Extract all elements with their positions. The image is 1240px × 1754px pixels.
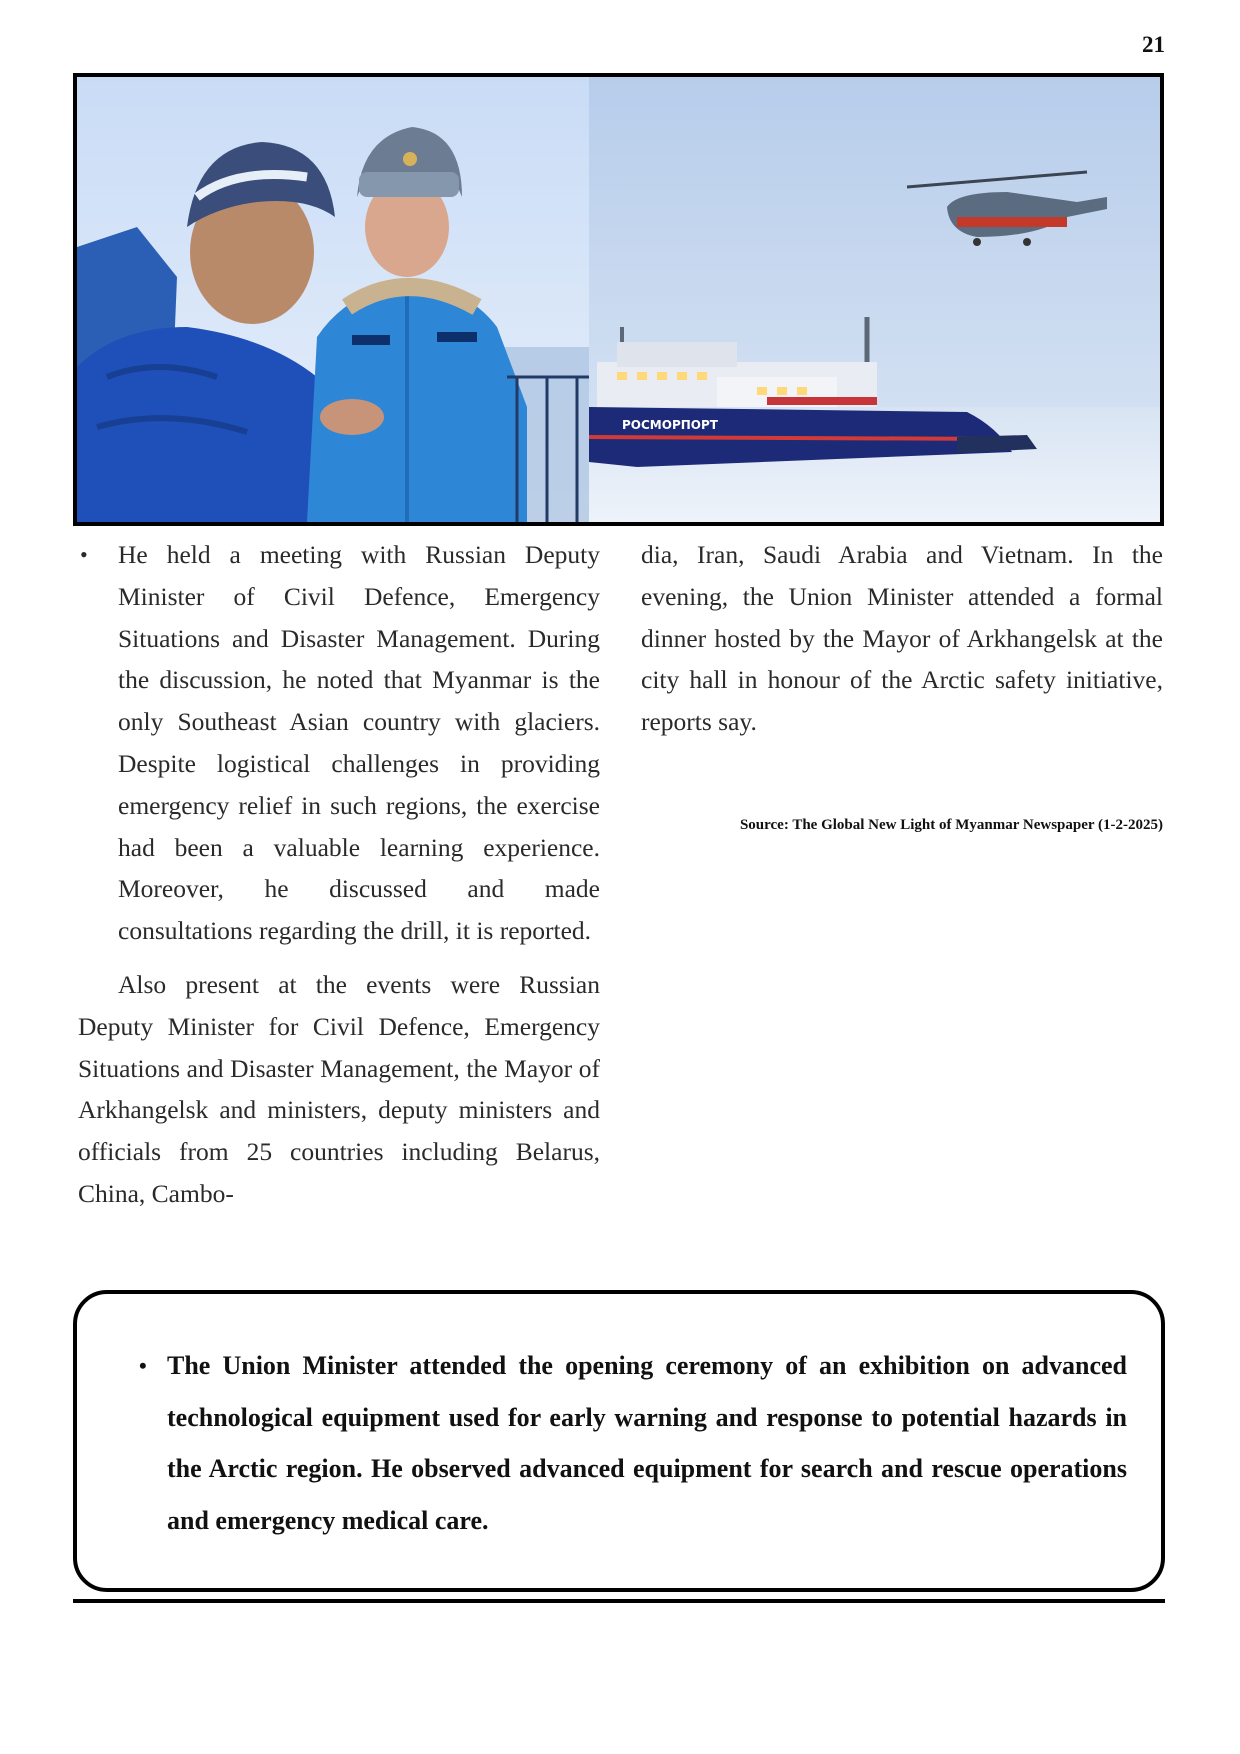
source-citation: Source: The Global New Light of Myanmar Newspaper (1-2-2025) (739, 817, 1163, 833)
bottom-rule (73, 1599, 1165, 1603)
exhibition-bullet (127, 1340, 1127, 1546)
exhibition-bullet-text: The Union Minister attended the opening ceremony of an exhibition on advanced technological equipment used for early warning and response to potential hazards in the Arctic region. He observed advanced equipment for search and rescue operations and emergency medical care. (167, 1351, 1127, 1535)
meeting-bullet (78, 534, 600, 952)
page-number: 21 (1142, 32, 1165, 57)
right-column (641, 534, 1163, 743)
meeting-bullet-text: He held a meeting with Russian Deputy Minister of Civil Defence, Emergency Situations and Disaster Management. During the discussion, he noted that Myanmar is the only Southeast Asian country with glaciers. Despite logistical challenges in providing emergency relief in such regions, the exercise had been a valuable learning experience. Moreover, he discussed and made consultations regarding the drill, it is reported. (118, 540, 600, 946)
highlight-box (73, 1290, 1165, 1592)
attendees-paragraph: Also present at the events were Russian Deputy Minister for Civil Defence, Emergency Situations and Disaster Management, the Mayor of Arkhangelsk and ministers, deputy ministers and officials from 25 countries including Belarus, China, Cambo- (78, 969, 600, 1208)
dinner-paragraph: dia, Iran, Saudi Arabia and Vietnam. In the evening, the Union Minister attended a formal dinner hosted by the Mayor of Arkhangelsk at the city hall in honour of the Arctic safety initiative, reports say. (641, 540, 1163, 737)
bullet-icon: • (80, 542, 88, 567)
bullet-icon: • (139, 1353, 147, 1378)
left-column (78, 534, 600, 1215)
svg-text:РОСМОРПОРТ: РОСМОРПОРТ (622, 418, 718, 432)
photo-collage (73, 73, 1164, 526)
handshake-photo (77, 77, 589, 522)
icebreaker-helicopter-photo (589, 77, 1160, 522)
photo-collage-image (77, 77, 1160, 522)
